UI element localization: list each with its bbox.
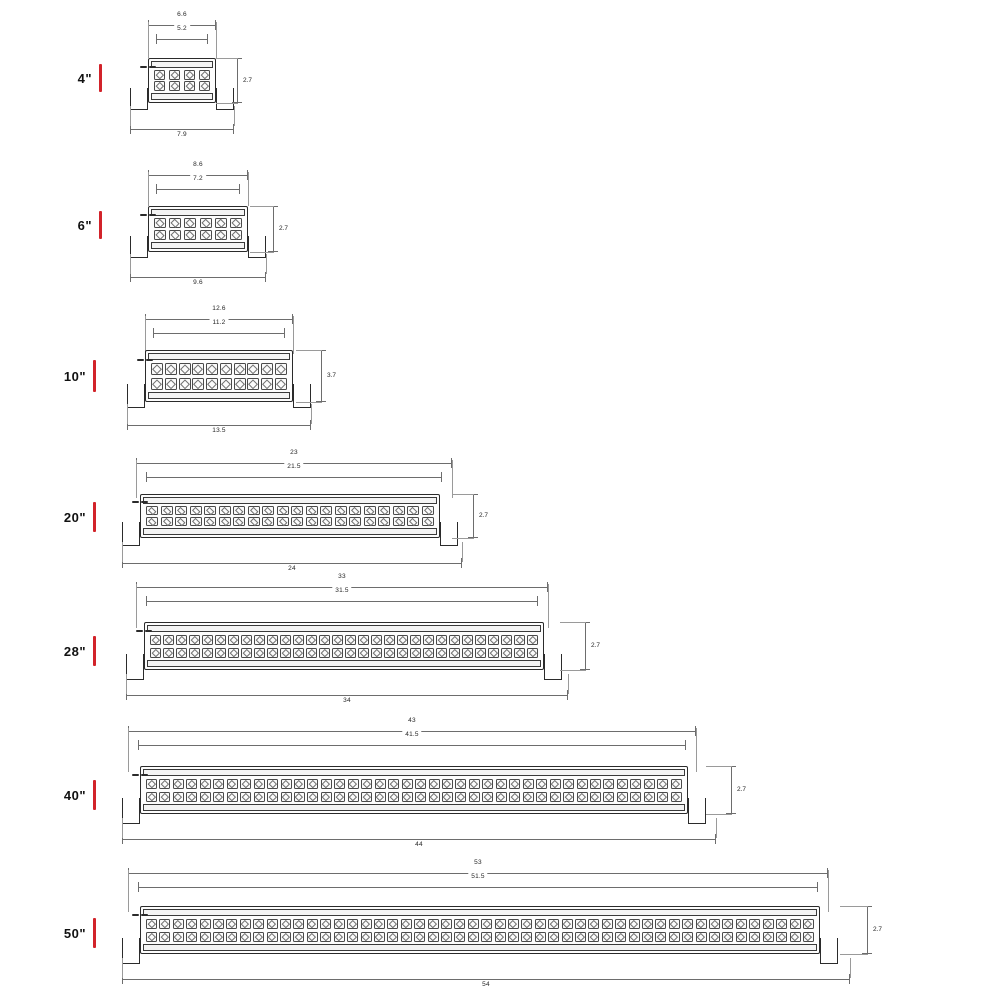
size-label-28	[52, 636, 96, 666]
size-accent-bar	[93, 780, 96, 810]
dim-value: 54	[479, 981, 493, 989]
led-row	[154, 69, 210, 81]
end-cap-right	[146, 359, 153, 361]
dim-mount-length-50	[122, 974, 850, 988]
mount-bracket-right	[544, 654, 562, 680]
end-cap-left	[132, 914, 139, 916]
size-label-20-text: 20"	[63, 509, 86, 525]
bar-top-rail	[143, 769, 685, 776]
dim-value: 2.7	[479, 512, 489, 519]
dim-value: 43	[405, 717, 419, 725]
dim-value: 2.7	[873, 926, 883, 933]
dim-value: 53	[471, 859, 485, 867]
bar-top-rail	[148, 353, 290, 360]
dim-height-50	[862, 906, 883, 954]
mount-bracket-right	[820, 938, 838, 964]
dim-mount-length-10	[127, 420, 311, 434]
bar-top-rail	[147, 625, 541, 632]
bar-housing	[140, 766, 688, 814]
size-accent-bar	[93, 502, 96, 532]
size-accent-bar	[99, 64, 102, 92]
end-cap-left	[140, 66, 147, 68]
bar-top-rail	[143, 909, 817, 916]
mount-bracket-right	[688, 798, 706, 824]
dim-value: 2.7	[279, 225, 289, 232]
size-label-28-text: 28"	[63, 643, 86, 659]
bar-bottom-rail	[151, 242, 245, 249]
dim-value: 24	[285, 565, 299, 573]
bar-bottom-rail	[148, 392, 290, 399]
led-row	[146, 790, 682, 803]
mount-bracket-right	[440, 522, 458, 546]
mount-bracket-left	[126, 654, 144, 680]
dim-housing-length-20	[146, 463, 442, 482]
dim-value: 11.2	[210, 319, 229, 327]
dim-housing-length-6	[156, 175, 240, 194]
size-label-10-text: 10"	[63, 368, 86, 384]
mount-bracket-right	[293, 384, 311, 408]
bar-bottom-rail	[147, 660, 541, 667]
dim-value: 33	[335, 573, 349, 581]
bar-top-rail	[151, 209, 245, 216]
dim-mount-length-28	[126, 690, 568, 704]
dim-height-6	[268, 206, 289, 252]
led-row	[154, 81, 210, 93]
size-label-4-text: 4"	[77, 70, 92, 86]
dim-value: 2.7	[591, 642, 601, 649]
mount-bracket-left	[127, 384, 145, 408]
size-accent-bar	[93, 918, 96, 948]
led-array	[151, 361, 287, 391]
dim-value: 31.5	[332, 587, 351, 595]
size-label-4	[58, 64, 102, 92]
dim-value: 6.6	[174, 11, 190, 19]
led-row	[154, 229, 242, 241]
mount-bracket-left	[122, 798, 140, 824]
size-label-6	[58, 211, 102, 239]
end-cap-right	[141, 914, 148, 916]
size-row-10	[0, 292, 1000, 442]
led-array	[150, 633, 538, 659]
dim-housing-length-28	[146, 587, 538, 606]
dim-value: 51.5	[468, 873, 487, 881]
end-cap-left	[140, 214, 147, 216]
dim-mount-length-4	[130, 124, 234, 138]
dim-value: 13.5	[209, 427, 228, 435]
dim-value: 7.2	[190, 175, 206, 183]
size-label-6-text: 6"	[77, 217, 92, 233]
bar-housing	[140, 494, 440, 538]
size-label-20	[52, 502, 96, 532]
dim-height-4	[232, 58, 253, 103]
led-row	[146, 777, 682, 790]
size-row-28	[0, 570, 1000, 730]
dim-value: 23	[287, 449, 301, 457]
end-cap-right	[141, 501, 148, 503]
mount-bracket-left	[122, 522, 140, 546]
dim-mount-length-6	[130, 272, 266, 286]
bar-housing	[148, 206, 248, 252]
end-cap-right	[149, 66, 156, 68]
dim-value: 34	[340, 697, 354, 705]
size-accent-bar	[93, 360, 96, 392]
end-cap-left	[137, 359, 144, 361]
bar-bottom-rail	[143, 528, 437, 535]
bar-housing	[145, 350, 293, 402]
size-row-6	[0, 148, 1000, 293]
size-label-40-text: 40"	[63, 787, 86, 803]
end-cap-left	[132, 774, 139, 776]
led-array	[154, 217, 242, 241]
dim-value: 21.5	[284, 463, 303, 471]
dim-value: 9.6	[190, 279, 206, 287]
dim-housing-length-50	[138, 873, 818, 892]
mount-bracket-left	[130, 88, 148, 110]
led-row	[154, 217, 242, 229]
dim-housing-length-10	[153, 319, 285, 338]
bar-housing	[148, 58, 216, 103]
size-label-10	[52, 360, 96, 392]
dim-height-20	[468, 494, 489, 538]
end-cap-left	[132, 501, 139, 503]
end-cap-right	[141, 774, 148, 776]
dim-height-40	[726, 766, 747, 814]
end-cap-right	[145, 630, 152, 632]
size-row-4	[0, 0, 1000, 150]
bar-bottom-rail	[151, 93, 213, 100]
bar-top-rail	[151, 61, 213, 68]
bar-bottom-rail	[143, 944, 817, 951]
dim-value: 2.7	[737, 786, 747, 793]
led-row	[151, 376, 287, 391]
dim-value: 44	[412, 841, 426, 849]
bar-housing	[144, 622, 544, 670]
dim-housing-length-4	[156, 25, 208, 44]
dim-value: 5.2	[174, 25, 190, 33]
bar-top-rail	[143, 497, 437, 504]
led-array	[154, 69, 210, 92]
size-label-40	[52, 780, 96, 810]
size-row-50	[0, 858, 1000, 1000]
size-accent-bar	[99, 211, 102, 239]
dim-height-10	[316, 350, 337, 402]
dim-value: 41.5	[402, 731, 421, 739]
mount-bracket-left	[130, 236, 148, 258]
size-row-40	[0, 718, 1000, 873]
dim-height-28	[580, 622, 601, 670]
end-cap-left	[136, 630, 143, 632]
bar-bottom-rail	[143, 804, 685, 811]
dim-value: 7.9	[174, 131, 190, 139]
led-row	[150, 646, 538, 659]
led-row	[146, 505, 434, 516]
dim-value: 3.7	[327, 372, 337, 379]
mount-bracket-left	[122, 938, 140, 964]
dim-mount-length-40	[122, 834, 716, 848]
dim-value: 12.6	[209, 305, 228, 313]
end-cap-right	[149, 214, 156, 216]
dim-value: 2.7	[243, 76, 253, 84]
led-array	[146, 777, 682, 803]
led-row	[146, 930, 814, 943]
bar-housing	[140, 906, 820, 954]
dim-value: 8.6	[190, 161, 206, 169]
size-accent-bar	[93, 636, 96, 666]
led-row	[151, 361, 287, 376]
size-row-20	[0, 440, 1000, 588]
dim-housing-length-40	[138, 731, 686, 750]
dim-mount-length-20	[122, 558, 462, 572]
mount-bracket-right	[248, 236, 266, 258]
led-row	[146, 516, 434, 527]
led-array	[146, 917, 814, 943]
size-label-50	[52, 918, 96, 948]
size-label-50-text: 50"	[63, 925, 86, 941]
led-row	[150, 633, 538, 646]
led-array	[146, 505, 434, 527]
led-row	[146, 917, 814, 930]
